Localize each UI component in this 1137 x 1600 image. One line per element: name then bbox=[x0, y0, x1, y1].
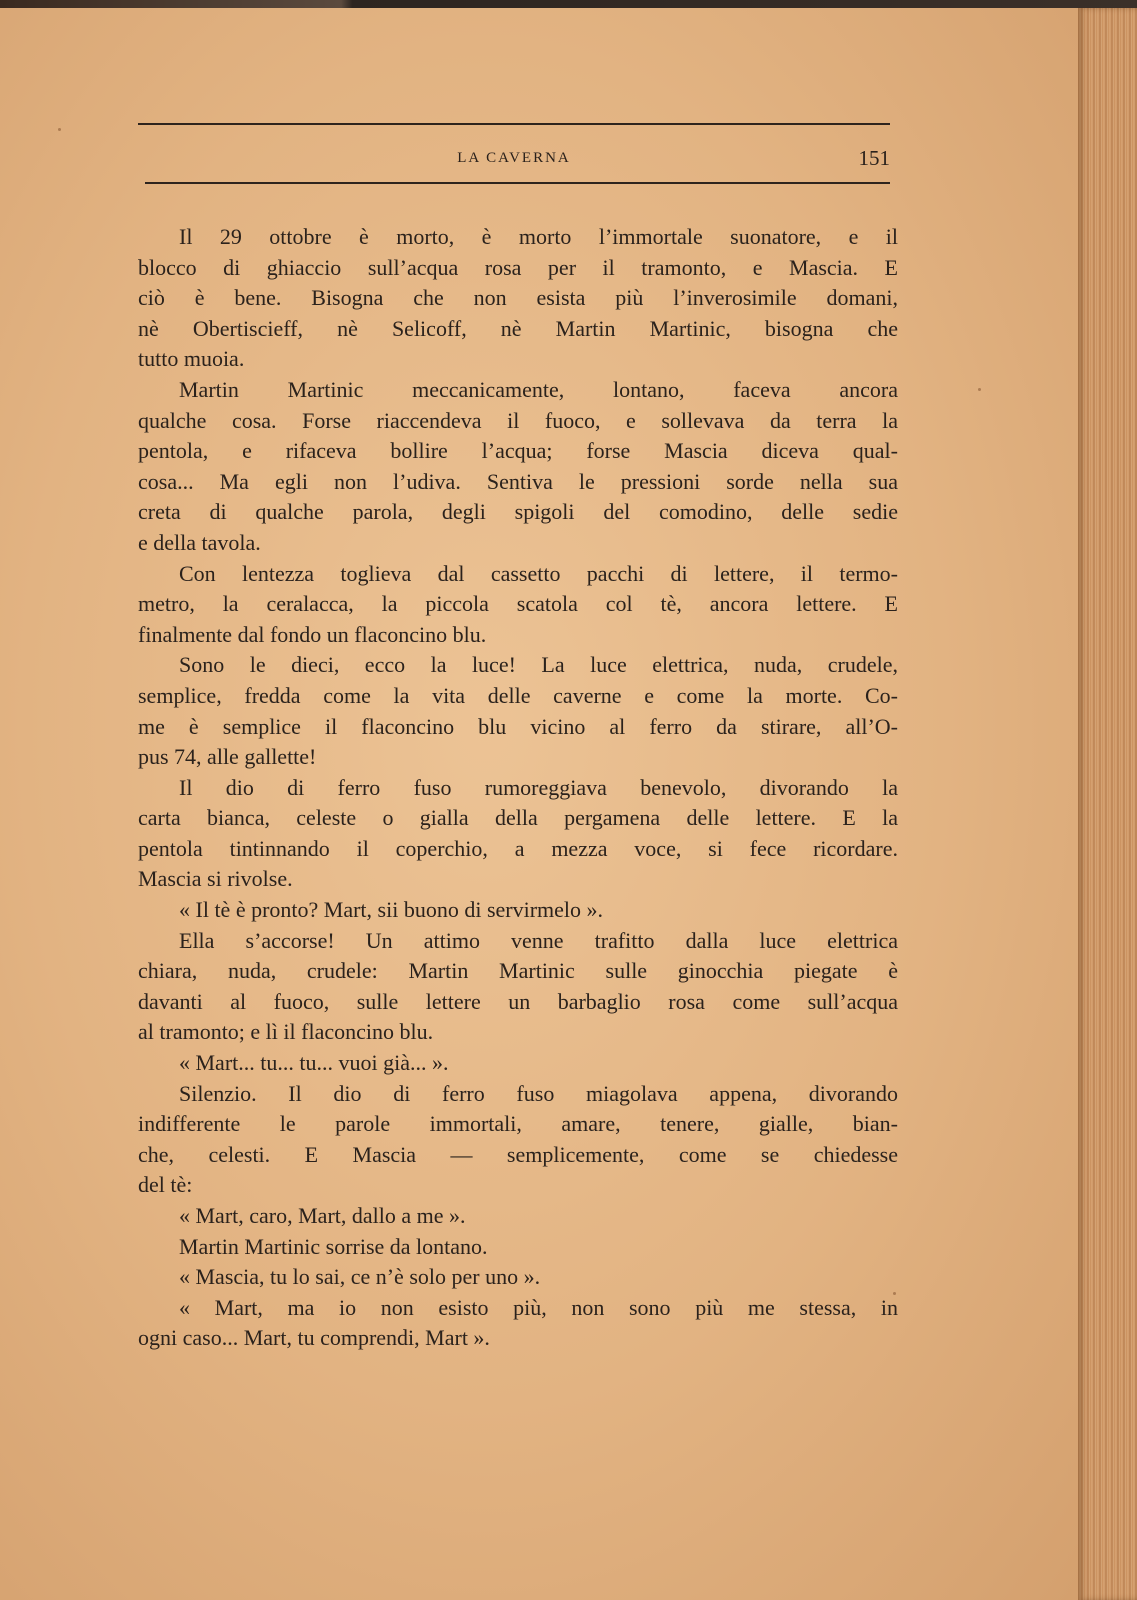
paper-speck bbox=[58, 128, 61, 131]
text-line: Mascia si rivolse. bbox=[138, 866, 293, 892]
scan-border bbox=[0, 0, 1137, 8]
text-line: creta di qualche parola, degli spigoli del comodino, delle sedie bbox=[138, 499, 898, 525]
text-line: Martin Martinic sorrise da lontano. bbox=[179, 1233, 488, 1259]
page-number: 151 bbox=[858, 146, 890, 170]
text-line: metro, la ceralacca, la piccola scatola col tè, ancora lettere. E bbox=[138, 591, 898, 617]
text-line: « Mart, ma io non esisto più, non sono più me stessa, in bbox=[179, 1294, 898, 1320]
text-line: tutto muoia. bbox=[138, 346, 245, 372]
text-line: ogni caso... Mart, tu comprendi, Mart ». bbox=[138, 1325, 490, 1351]
text-line: che, celesti. E Mascia — semplicemente, come se chiedesse bbox=[138, 1141, 898, 1167]
text-line: Martin Martinic meccanicamente, lontano, faceva ancora bbox=[179, 376, 898, 402]
text-line: pentola, e rifaceva bollire l’acqua; forse Mascia diceva qual- bbox=[138, 438, 898, 464]
text-line: Con lentezza toglieva dal cassetto pacchi di lettere, il termo- bbox=[179, 560, 898, 586]
text-line: Ella s’accorse! Un attimo venne trafitto dalla luce elettrica bbox=[179, 927, 898, 953]
text-line: qualche cosa. Forse riaccendeva il fuoco, e sollevava da terra la bbox=[138, 407, 898, 433]
running-head bbox=[138, 146, 890, 176]
text-line: Il 29 ottobre è morto, è morto l’immortale suonatore, e il bbox=[179, 224, 898, 249]
text-line: Silenzio. Il dio di ferro fuso miagolava appena, divorando bbox=[179, 1080, 898, 1106]
text-line: « Mart, caro, Mart, dallo a me ». bbox=[179, 1203, 466, 1228]
text-line: del tè: bbox=[138, 1172, 193, 1198]
text-line: cosa... Ma egli non l’udiva. Sentiva le pressioni sorde nella sua bbox=[138, 468, 898, 494]
header-rule-bottom bbox=[145, 182, 890, 184]
text-line: al tramonto; e lì il flaconcino blu. bbox=[138, 1019, 434, 1045]
page-stack-edge bbox=[1078, 8, 1137, 1600]
text-line: Sono le dieci, ecco la luce! La luce elettrica, nuda, crudele, bbox=[179, 652, 898, 678]
text-line: me è semplice il flaconcino blu vicino al ferro da stirare, all’O- bbox=[138, 713, 898, 739]
text-line: finalmente dal fondo un flaconcino blu. bbox=[138, 621, 487, 647]
text-line: semplice, fredda come la vita delle caverne e come la morte. Co- bbox=[138, 682, 898, 708]
text-line: davanti al fuoco, sulle lettere un barbaglio rosa come sull’acqua bbox=[138, 988, 898, 1014]
paper-speck bbox=[893, 1292, 896, 1295]
text-line: e della tavola. bbox=[138, 529, 261, 555]
header-rule-top bbox=[138, 123, 890, 125]
text-line: Il dio di ferro fuso rumoreggiava benevolo, divorando la bbox=[179, 774, 898, 800]
text-line: blocco di ghiaccio sull’acqua rosa per il tramonto, e Mascia. E bbox=[138, 254, 898, 280]
text-line: « Mart... tu... tu... vuoi già... ». bbox=[179, 1050, 449, 1076]
text-line: chiara, nuda, crudele: Martin Martinic sulle ginocchia piegate è bbox=[138, 958, 898, 984]
text-line: indifferente le parole immortali, amare, tenere, gialle, bian- bbox=[138, 1111, 898, 1137]
text-line: nè Obertiscieff, nè Selicoff, nè Martin Martinic, bisogna che bbox=[138, 315, 898, 341]
text-line: pus 74, alle gallette! bbox=[138, 744, 317, 770]
chapter-title: LA CAVERNA bbox=[457, 150, 571, 166]
text-line: pentola tintinnando il coperchio, a mezza voce, si fece ricordare. bbox=[138, 835, 898, 861]
body-text bbox=[138, 222, 898, 1354]
text-line: « Mascia, tu lo sai, ce n’è solo per uno ». bbox=[179, 1264, 541, 1290]
text-line: carta bianca, celeste o gialla della pergamena delle lettere. E la bbox=[138, 805, 898, 831]
text-line: ciò è bene. Bisogna che non esista più l’inverosimile domani, bbox=[138, 285, 898, 311]
text-line: « Il tè è pronto? Mart, sii buono di servirmelo ». bbox=[179, 897, 604, 923]
paper-speck bbox=[978, 388, 981, 391]
